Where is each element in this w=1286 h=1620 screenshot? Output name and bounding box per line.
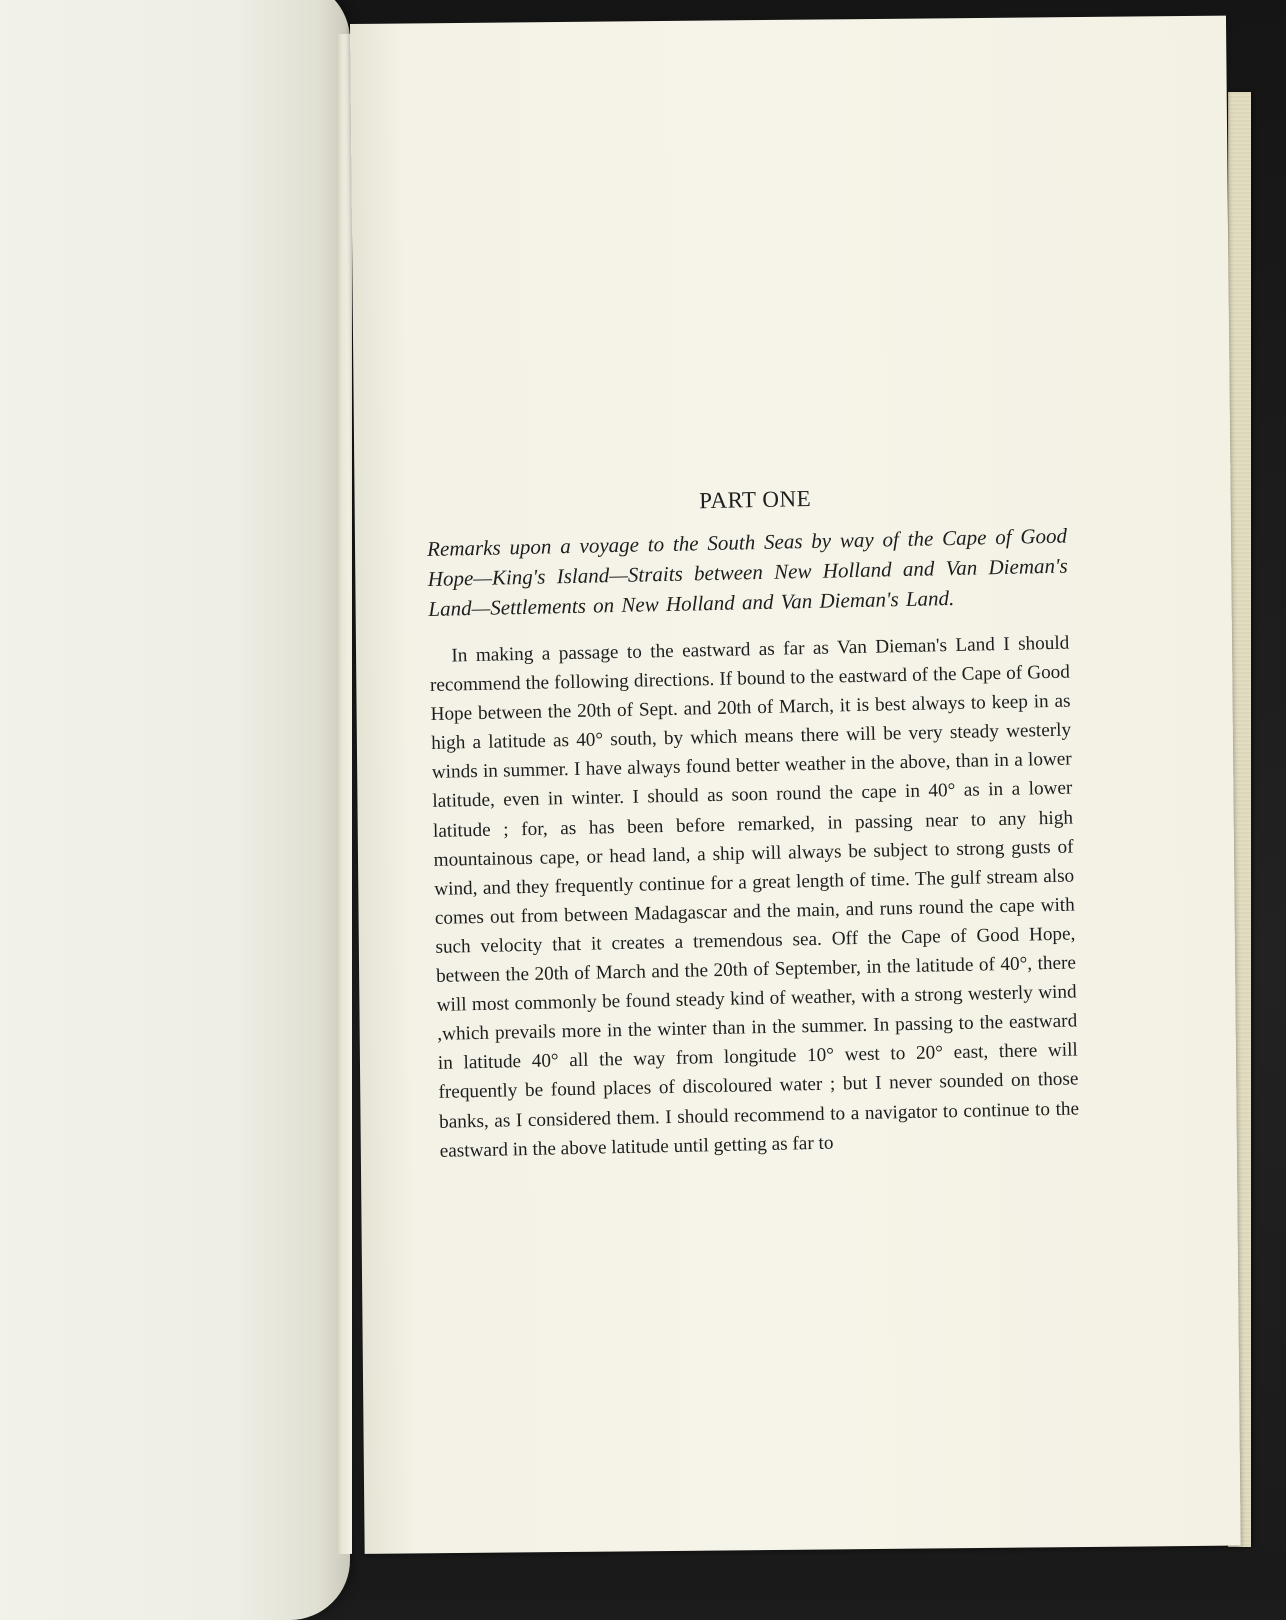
chapter-summary: Remarks upon a voyage to the South Seas by way of the Cape of Good Hope—King's Island—Straits between New Holland and Van Dieman's Land—Settlements on New Holland and Van Dieman's Land.: [426, 523, 1068, 621]
body-paragraph: In making a passage to the eastward as far as Van Dieman's Land I should recommend the following directions. If bound to the eastward of the Cape of Good Hope between the 20th of Sept. and 20th of March, it is best always to keep in as high a latitude as 40° south, by which means there will be very steady westerly winds in summer. I have always found better weather in the above, than in a lower latitude, even in winter. I should as soon round the cape in 40° as in a lower latitude ; for, as has been before remarked, in passing near to any high mountainous cape, or head land, a ship will always be subject to strong gusts of wind, and they frequently continue for a great length of time. The gulf stream also comes out from between Madagascar and the main, and runs round the cape with such velocity that it creates a tremendous sea. Off the Cape of Good Hope, between the 20th of March and the 20th of September, in the latitude of 40°, there will most commonly be found steady kind of weather, with a strong westerly wind ,which prevails more in the winter than in the summer. In passing to the eastward in latitude 40° all the way from longitude 10° west to 20° east, there will frequently be found places of discoloured water ; but I never sounded on those banks, as I considered them. I should recommend to a navigator to continue to the eastward in the above latitude until getting as far to: [429, 632, 1080, 1162]
page-text-block: [426, 481, 1080, 1166]
left-page-blank: [0, 0, 350, 1620]
page-gutter: [336, 34, 352, 1554]
part-heading: PART ONE: [698, 485, 812, 514]
